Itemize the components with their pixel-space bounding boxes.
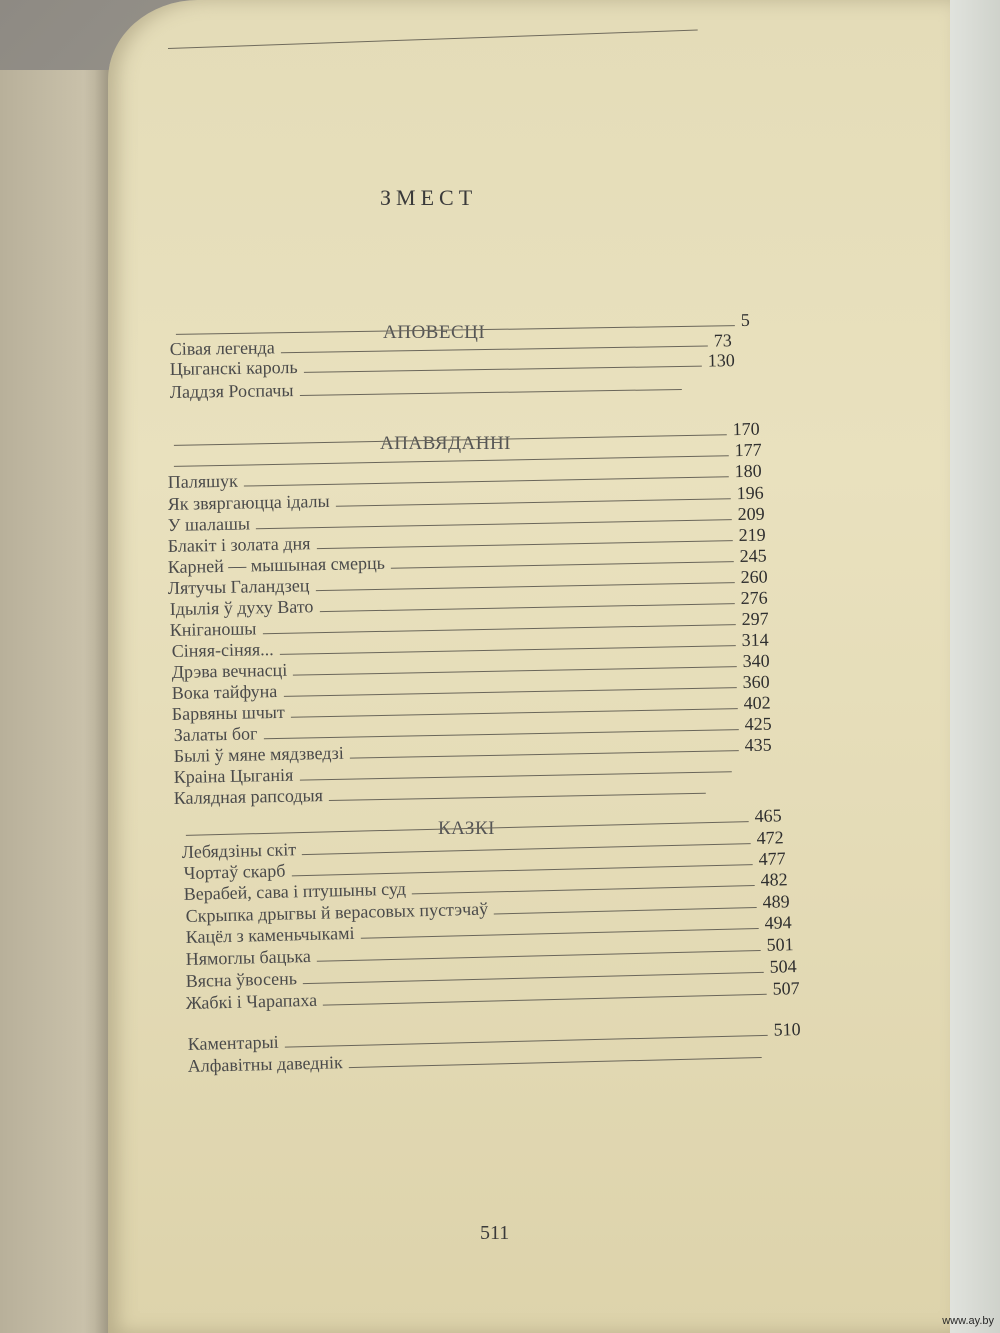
entry-page-number: 177 [734,439,762,461]
entry-page-number: 472 [756,827,784,848]
entry-title: Жабкі і Чарапаха [185,989,318,1014]
entry-title: Залаты бог [173,723,258,746]
entry-title: Кніганошы [169,618,257,641]
page-number: 511 [480,1222,510,1244]
entry-page-number: 5 [740,309,750,331]
entry-title: Вока тайфуна [171,680,278,704]
entry-page-number: 170 [732,418,760,440]
entry-page-number: 465 [754,805,782,826]
entry-page-number: 276 [740,587,768,609]
entry-page-number: 504 [769,956,797,977]
entry-page-number: 402 [743,692,771,714]
entry-page-number: 435 [744,734,772,756]
section-heading: АПАВЯДАННІ [380,433,512,454]
section-heading: АПОВЕСЦІ [383,322,486,343]
entry-title: Калядная рапсодыя [173,785,324,809]
entry-title: Верабей, сава і птушыны суд [183,878,407,905]
entry-page-number: 494 [764,912,792,933]
entry-title: Ладдзя Роспачы [169,380,294,403]
entry-page-number: 314 [741,629,769,651]
leader-line [300,389,682,396]
entry-title: Вясна ўвосень [185,968,298,992]
entry-page-number: 73 [713,330,732,351]
entry-title: Барвяны шчыт [171,701,285,725]
entry-title: Былі ў мяне мядзведзі [173,742,344,767]
entry-title: Лебядзіны скіт [181,839,297,863]
entry-page-number: 482 [760,869,788,890]
entry-page-number: 245 [739,545,767,567]
entry-title: Лятучы Галандзец [167,575,310,599]
entry-title: Кацёл з каменьчыкамі [185,922,355,948]
entry-page-number: 340 [742,650,770,672]
entry-page-number: 219 [738,524,766,546]
entry-page-number: 489 [762,891,790,912]
entry-page-number: 196 [736,482,764,504]
entry-title: Нямоглы бацька [185,945,312,970]
entry-page-number: 510 [773,1019,801,1040]
entry-title: Алфавітны даведнік [187,1052,343,1077]
entry-page-number: 260 [740,566,768,588]
entry-title: Цыганскі кароль [169,356,298,380]
entry-page-number: 360 [742,671,770,693]
entry-page-number: 507 [772,978,800,999]
entry-title: Карней — мышыная смерць [167,552,386,578]
entry-page-number: 180 [734,460,762,482]
entry-title: Каментарыі [187,1031,279,1055]
entry-title: Скрыпка дрыгвы й верасовых пустэчаў [185,898,489,927]
entry-title: Сівая легенда [169,337,275,360]
entry-title: Паляшук [167,470,238,493]
entry-title: Чортаў скарб [183,860,286,884]
leader-line [304,366,702,373]
entry-page-number: 209 [737,503,765,525]
entry-page-number: 501 [766,934,794,955]
entry-title: Краіна Цыганія [173,764,294,788]
section-heading: КАЗКІ [438,818,495,839]
leader-line [329,793,706,801]
watermark: www.ay.by [942,1315,994,1327]
entry-page-number: 297 [741,608,769,630]
entry-page-number: 477 [758,848,786,869]
entry-title: Сіняя-сіняя... [171,639,274,662]
entry-page-number: 425 [744,713,772,735]
entry-page-number: 130 [707,350,735,371]
entry-title: Блакіт і золата дня [167,533,311,557]
page-title: ЗМЕСТ [380,185,478,210]
entry-title: Як звяргаюцца ідалы [167,490,330,515]
entry-title: Дрэва вечнасці [171,659,288,683]
entry-title: Ідылія ў духу Вато [169,596,314,620]
entry-title: У шалашы [167,513,251,536]
